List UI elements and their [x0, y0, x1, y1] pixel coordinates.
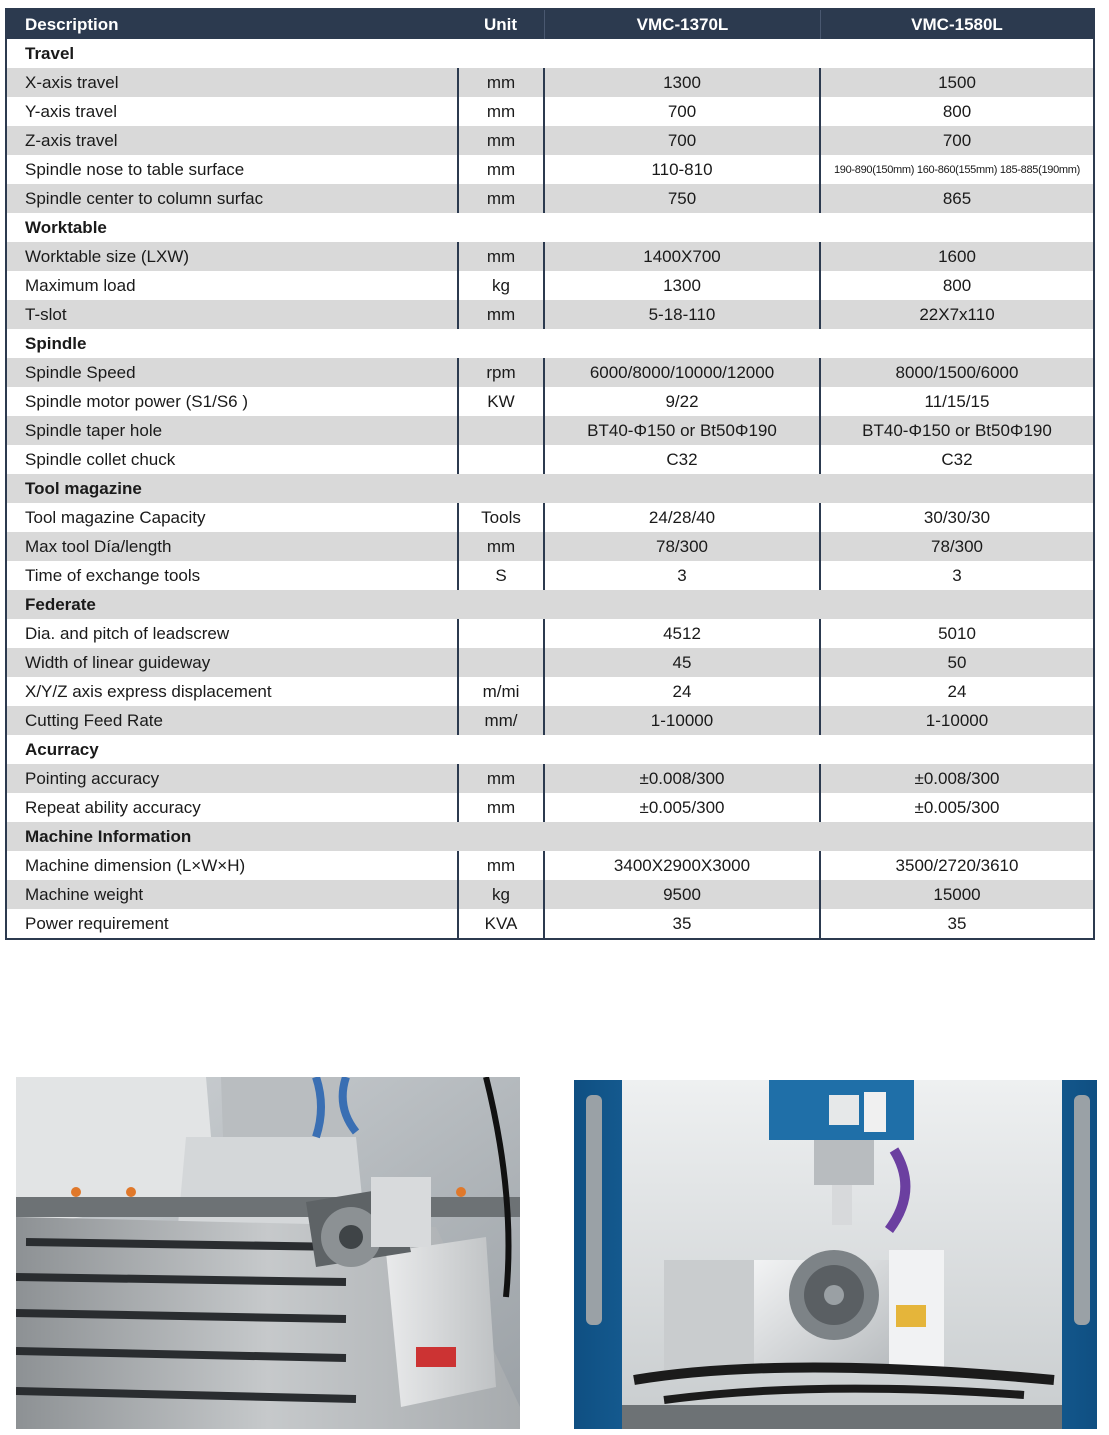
row-value-model-a: 4512	[545, 619, 821, 648]
row-value-model-a: 5-18-110	[545, 300, 821, 329]
row-value-model-a: 3400X2900X3000	[545, 851, 821, 880]
row-value-model-a: 9/22	[545, 387, 821, 416]
section-row	[7, 822, 1093, 851]
table-row	[7, 271, 1093, 300]
section-title: Machine Information	[25, 826, 192, 846]
worktable-illustration	[16, 1077, 520, 1429]
table-row	[7, 851, 1093, 880]
row-description: Spindle motor power (S1/S6 )	[25, 391, 248, 411]
row-value-model-b: 800	[942, 101, 972, 121]
row-value-model-b: BT40-Φ150 or Bt50Φ190	[862, 420, 1052, 440]
row-unit	[457, 619, 545, 648]
machine-interior-photo	[574, 1080, 1097, 1429]
row-value-model-b: 8000/1500/6000	[895, 362, 1019, 382]
row-value-model-a: ±0.008/300	[545, 764, 821, 793]
section-row	[7, 329, 1093, 358]
row-value-model-a: 1400X700	[545, 242, 821, 271]
row-description: Cutting Feed Rate	[25, 710, 163, 730]
section-title: Tool magazine	[25, 478, 142, 498]
row-unit: Tools	[457, 503, 545, 532]
row-value-model-b: 700	[942, 130, 972, 150]
row-value-model-b: 15000	[933, 884, 981, 904]
row-value-model-a: 6000/8000/10000/12000	[545, 358, 821, 387]
row-description: Machine dimension (L×W×H)	[25, 855, 246, 875]
row-value-model-b: 1500	[938, 72, 976, 92]
row-unit: m/mi	[457, 677, 545, 706]
row-description: Time of exchange tools	[25, 565, 201, 585]
row-value-model-a: ±0.005/300	[545, 793, 821, 822]
row-unit	[457, 445, 545, 474]
row-description: Machine weight	[25, 884, 144, 904]
table-row	[7, 561, 1093, 590]
row-description: Spindle nose to table surface	[25, 159, 245, 179]
row-value-model-b: 865	[942, 188, 972, 208]
row-value-model-a: 9500	[545, 880, 821, 909]
row-value-model-a: 110-810	[545, 155, 821, 184]
row-unit: mm	[457, 300, 545, 329]
section-title: Travel	[25, 43, 75, 63]
table-row	[7, 358, 1093, 387]
table-row	[7, 880, 1093, 909]
row-description: Pointing accuracy	[25, 768, 160, 788]
table-row	[7, 97, 1093, 126]
row-description: Worktable size (LXW)	[25, 246, 190, 266]
row-unit: mm	[457, 532, 545, 561]
row-unit: mm	[457, 793, 545, 822]
table-row	[7, 155, 1093, 184]
row-value-model-b: 22X7x110	[919, 304, 995, 324]
row-unit: mm	[457, 126, 545, 155]
row-value-model-a: 700	[545, 126, 821, 155]
row-value-model-a: 700	[545, 97, 821, 126]
row-description: T-slot	[25, 304, 67, 324]
header-model-a: VMC-1370L	[545, 10, 821, 39]
row-value-model-b: 5010	[938, 623, 976, 643]
table-row	[7, 126, 1093, 155]
table-row	[7, 619, 1093, 648]
row-description: Tool magazine Capacity	[25, 507, 206, 527]
row-unit: mm	[457, 97, 545, 126]
spec-table	[5, 8, 1095, 940]
table-row	[7, 793, 1093, 822]
table-row	[7, 677, 1093, 706]
row-value-model-b: ±0.005/300	[914, 797, 1000, 817]
row-description: Spindle taper hole	[25, 420, 163, 440]
section-row	[7, 474, 1093, 503]
row-value-model-b: 30/30/30	[923, 507, 991, 527]
row-unit: rpm	[457, 358, 545, 387]
row-description: Repeat ability accuracy	[25, 797, 201, 817]
row-value-model-a: 3	[545, 561, 821, 590]
row-description: Z-axis travel	[25, 130, 118, 150]
table-row	[7, 706, 1093, 735]
row-unit: S	[457, 561, 545, 590]
row-value-model-a: C32	[545, 445, 821, 474]
section-title: Worktable	[25, 217, 107, 237]
row-value-model-b: 3500/2720/3610	[895, 855, 1019, 875]
row-description: Maximum load	[25, 275, 136, 295]
row-unit: mm/	[457, 706, 545, 735]
table-row	[7, 503, 1093, 532]
table-row	[7, 300, 1093, 329]
table-row	[7, 648, 1093, 677]
row-value-model-b: 1-10000	[925, 710, 989, 730]
section-row	[7, 39, 1093, 68]
row-value-model-a: 24/28/40	[545, 503, 821, 532]
row-value-model-a: 24	[545, 677, 821, 706]
row-value-model-b: 50	[947, 652, 967, 672]
table-row	[7, 68, 1093, 97]
table-row	[7, 909, 1093, 938]
section-title: Federate	[25, 594, 96, 614]
row-value-model-b: 35	[947, 913, 967, 933]
section-row	[7, 735, 1093, 764]
row-description: Spindle Speed	[25, 362, 136, 382]
row-value-model-a: 1300	[545, 271, 821, 300]
row-value-model-a: 45	[545, 648, 821, 677]
table-row	[7, 242, 1093, 271]
row-unit: mm	[457, 68, 545, 97]
row-unit: mm	[457, 764, 545, 793]
row-description: Spindle center to column surfac	[25, 188, 264, 208]
row-value-model-b: 24	[947, 681, 967, 701]
row-value-model-b: C32	[941, 449, 973, 469]
row-unit: mm	[457, 851, 545, 880]
row-value-model-a: 1-10000	[545, 706, 821, 735]
row-value-model-b: 800	[942, 275, 972, 295]
row-value-model-a: 1300	[545, 68, 821, 97]
row-description: Power requirement	[25, 913, 169, 933]
row-value-model-b: 3	[952, 565, 962, 585]
row-value-model-a: 35	[545, 909, 821, 938]
row-description: Max tool Día/length	[25, 536, 172, 556]
table-row	[7, 387, 1093, 416]
header-model-b: VMC-1580L	[911, 14, 1003, 34]
row-description: Y-axis travel	[25, 101, 117, 121]
section-row	[7, 590, 1093, 619]
row-description: X/Y/Z axis express displacement	[25, 681, 272, 701]
row-value-model-b: 11/15/15	[924, 391, 990, 411]
row-unit: KW	[457, 387, 545, 416]
row-unit	[457, 416, 545, 445]
table-row	[7, 416, 1093, 445]
row-unit	[457, 648, 545, 677]
row-description: Width of linear guideway	[25, 652, 211, 672]
row-value-model-b: 1600	[938, 246, 976, 266]
row-unit: mm	[457, 155, 545, 184]
row-unit: kg	[457, 271, 545, 300]
table-body	[7, 39, 1093, 938]
table-row	[7, 532, 1093, 561]
table-header	[7, 10, 1093, 39]
machine-interior-illustration	[574, 1080, 1097, 1429]
row-description: X-axis travel	[25, 72, 119, 92]
row-value-model-b: ±0.008/300	[914, 768, 1000, 788]
row-description: Spindle collet chuck	[25, 449, 176, 469]
row-description: Dia. and pitch of leadscrew	[25, 623, 230, 643]
row-value-model-b: 190-890(150mm) 160-860(155mm) 185-885(190mm)	[833, 163, 1081, 176]
row-value-model-a: 78/300	[545, 532, 821, 561]
section-title: Spindle	[25, 333, 87, 353]
worktable-photo	[16, 1077, 520, 1429]
row-value-model-b: 78/300	[931, 536, 983, 556]
header-description: Description	[25, 14, 119, 34]
section-title: Acurracy	[25, 739, 99, 759]
row-unit: mm	[457, 242, 545, 271]
table-row	[7, 445, 1093, 474]
table-row	[7, 184, 1093, 213]
table-row	[7, 764, 1093, 793]
section-row	[7, 213, 1093, 242]
row-value-model-a: 750	[545, 184, 821, 213]
row-unit: mm	[457, 184, 545, 213]
row-unit: KVA	[457, 909, 545, 938]
header-unit: Unit	[457, 10, 545, 39]
row-value-model-a: BT40-Φ150 or Bt50Φ190	[545, 416, 821, 445]
row-unit: kg	[457, 880, 545, 909]
